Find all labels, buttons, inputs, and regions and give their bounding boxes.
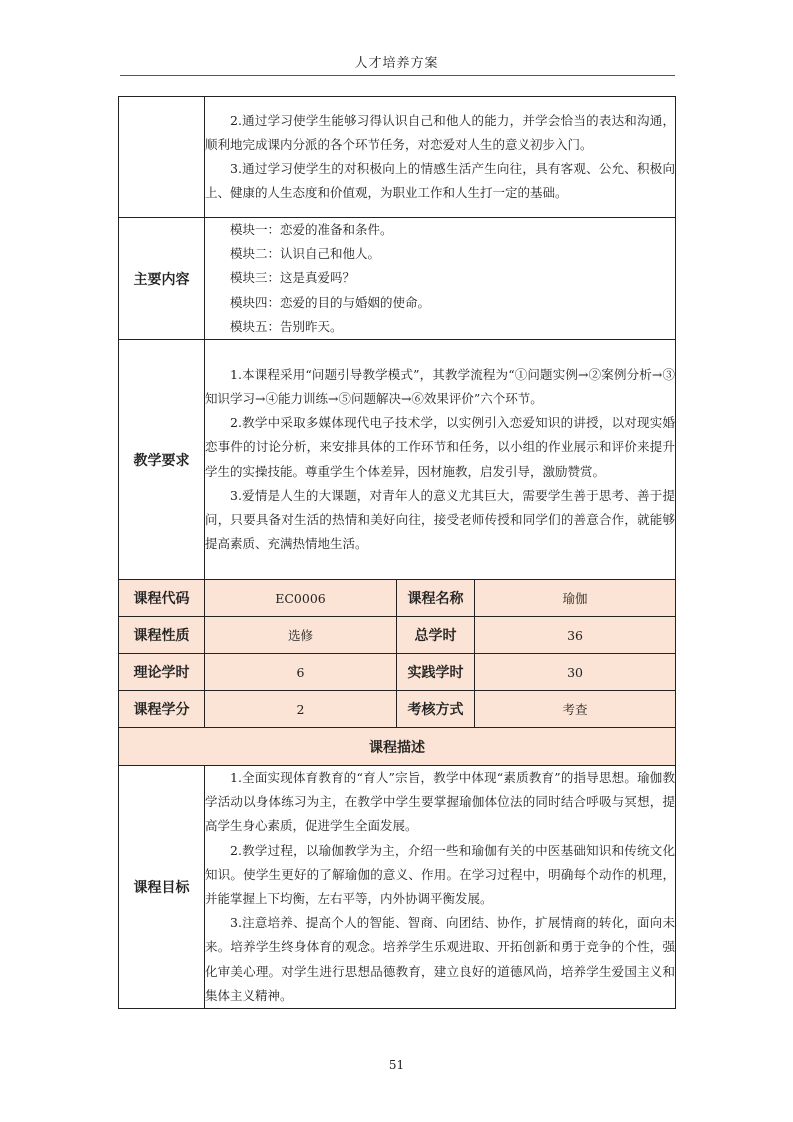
course-code-label: 课程代码 xyxy=(119,580,205,617)
course-objectives-label: 课程目标 xyxy=(119,766,205,1009)
course-objectives-text xyxy=(205,766,676,1009)
course-description-header: 课程描述 xyxy=(119,728,676,766)
module-item: 模块三：这是真爱吗？ xyxy=(230,270,356,286)
objective-paragraph: 3.通过学习使学生的对积极向上的情感生活产生向往，具有客观、公允、积极向上、健康的人生态度和价值观，为职业工作和人生打一定的基础。 xyxy=(205,161,676,201)
requirement-paragraph: 1.本课程采用“问题引导教学模式”，其教学流程为“①问题实例→②案例分析→③知识学习→④能力训练→⑤问题解决→⑥效果评价”六个环节。 xyxy=(205,366,676,406)
blank-label-cell xyxy=(119,97,205,218)
page-header: 人才培养方案 xyxy=(354,56,439,71)
modules-list xyxy=(205,218,676,340)
theory-hours-value: 6 xyxy=(205,654,397,691)
requirement-paragraph: 2.教学中采取多媒体现代电子技术学，以实例引入恋爱知识的讲授，以对现实婚恋事件的讨论分析，来安排具体的工作环节和任务，以小组的作业展示和评价来提升学生的实操技能。尊重学生个体差异，因材施教，启发引导，激励赞赏。 xyxy=(205,415,676,479)
header-rule xyxy=(120,75,675,76)
requirement-paragraph: 3.爱情是人生的大课题，对青年人的意义尤其巨大，需要学生善于思考、善于提问，只要具备对生活的热情和美好向往，接受老师传授和同学们的善意合作，就能够提高素质、充满热情地生活。 xyxy=(205,487,676,552)
course-name-value: 瑜伽 xyxy=(475,580,676,617)
practice-hours-value: 30 xyxy=(475,654,676,691)
module-item: 模块五：告别昨天。 xyxy=(230,318,343,334)
credits-label: 课程学分 xyxy=(119,691,205,728)
course-name-label: 课程名称 xyxy=(397,580,475,617)
objective-paragraph: 3.注意培养、提高个人的智能、智商、向团结、协作，扩展情商的转化，面向未来。培养学生终身体育的观念。培养学生乐观进取、开拓创新和勇于竞争的个性，强化审美心理。对学生进行思想品德教育，建立良好的道德风尚，培养学生爱国主义和集体主义精神。 xyxy=(205,915,676,1003)
assessment-label: 考核方式 xyxy=(397,691,475,728)
credits-value: 2 xyxy=(205,691,397,728)
requirements-text xyxy=(205,340,676,580)
course-table xyxy=(118,96,676,1009)
objectives-continued xyxy=(205,97,676,218)
total-hours-label: 总学时 xyxy=(397,617,475,654)
course-nature-label: 课程性质 xyxy=(119,617,205,654)
requirements-label: 教学要求 xyxy=(119,340,205,580)
course-nature-value: 选修 xyxy=(205,617,397,654)
practice-hours-label: 实践学时 xyxy=(397,654,475,691)
total-hours-value: 36 xyxy=(475,617,676,654)
objective-paragraph: 2.通过学习使学生能够习得认识自己和他人的能力，并学会恰当的表达和沟通，顺利地完成课内分派的各个环节任务，对恋爱对人生的意义初步入门。 xyxy=(205,112,676,152)
objective-paragraph: 2.教学过程，以瑜伽教学为主，介绍一些和瑜伽有关的中医基础知识和传统文化知识。使学生更好的了解瑜伽的意义、作用。在学习过程中，明确每个动作的机理，并能掌握上下均衡，左右平等，内外协调平衡发展。 xyxy=(205,842,676,907)
module-item: 模块二：认识自己和他人。 xyxy=(230,246,381,262)
objective-paragraph: 1.全面实现体育教育的“育人”宗旨，教学中体现“素质教育”的指导思想。瑜伽教学活动以身体练习为主，在教学中学生要掌握瑜伽体位法的同时结合呼吸与冥想，提高学生身心素质，促进学生全面发展。 xyxy=(205,770,676,834)
module-item: 模块四：恋爱的目的与婚姻的使命。 xyxy=(230,294,431,310)
module-item: 模块一：恋爱的准备和条件。 xyxy=(230,222,393,237)
assessment-value: 考查 xyxy=(475,691,676,728)
page-number: 51 xyxy=(388,1058,405,1072)
main-content-label: 主要内容 xyxy=(119,218,205,340)
course-code-value: EC0006 xyxy=(205,580,397,617)
theory-hours-label: 理论学时 xyxy=(119,654,205,691)
